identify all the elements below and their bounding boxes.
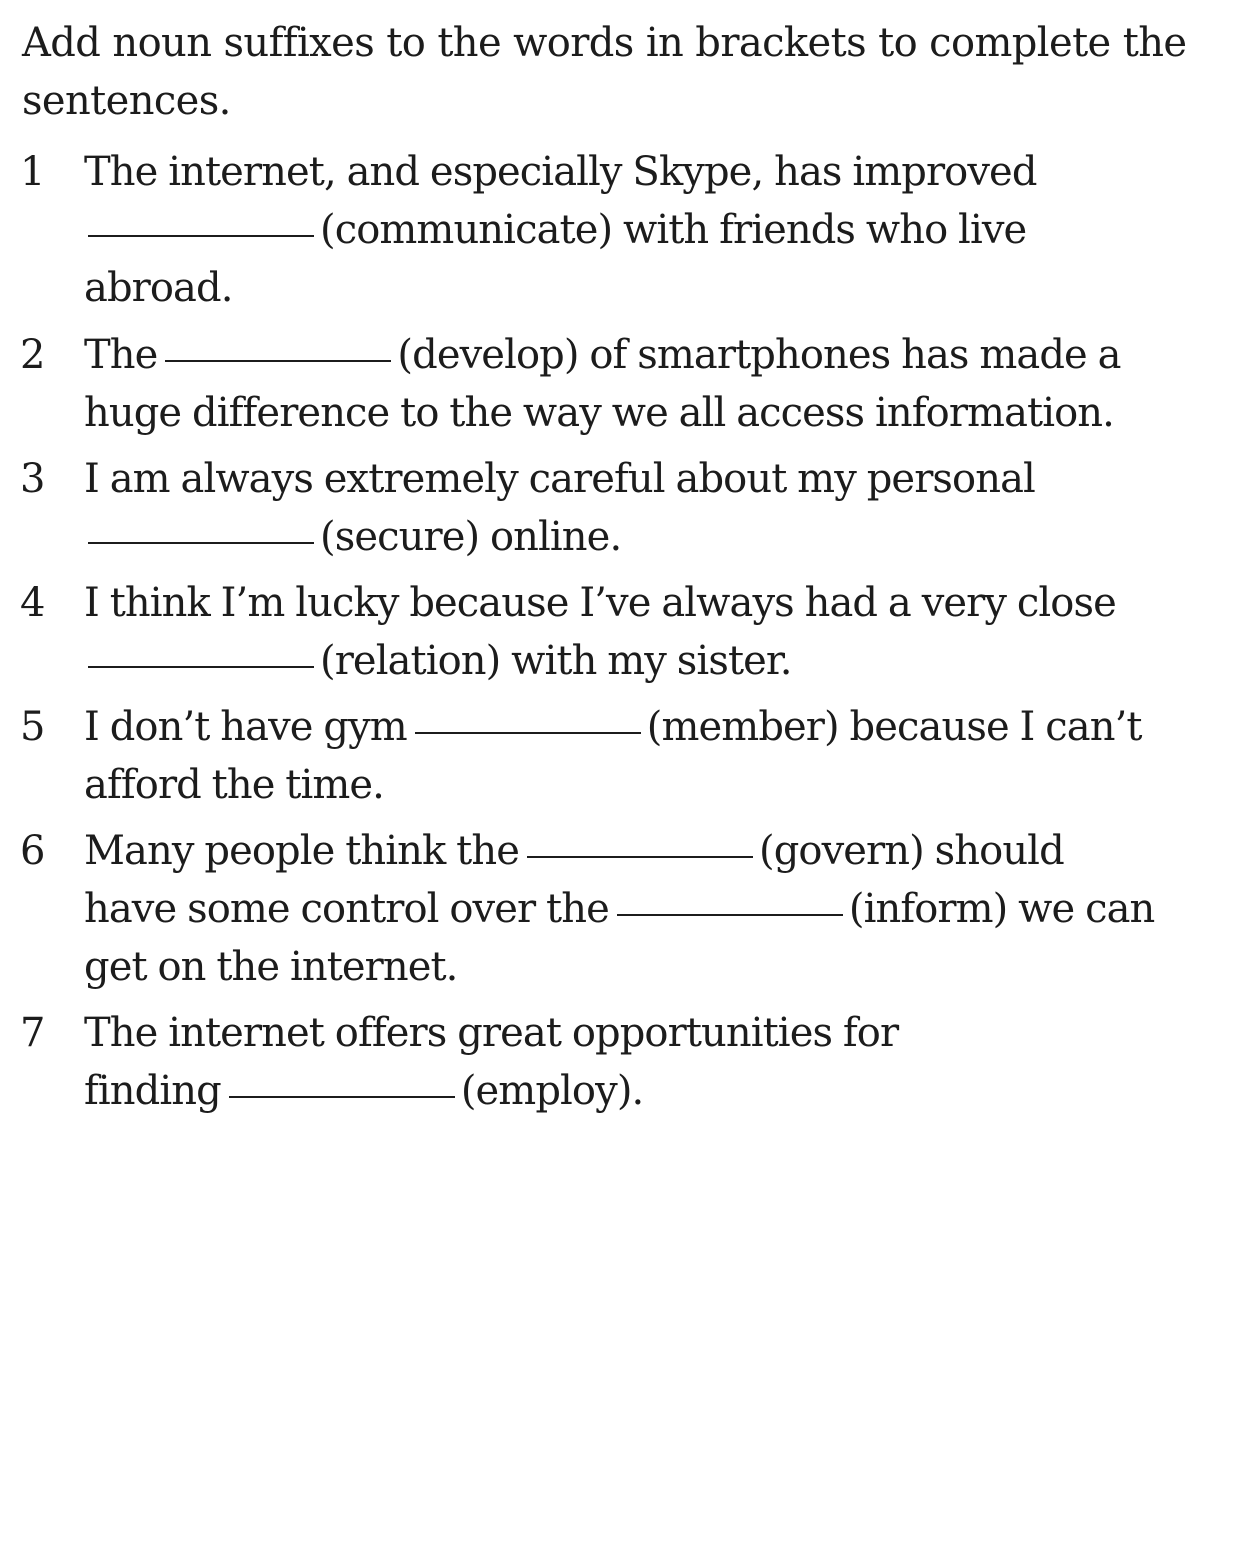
answer-blank[interactable] <box>617 914 843 916</box>
item-text-fragment: (secure) online. <box>320 514 622 560</box>
item-text <box>84 574 1214 690</box>
item-text-fragment: (relation) with my sister. <box>320 638 792 684</box>
answer-blank[interactable] <box>165 360 391 362</box>
item-text <box>84 326 1214 442</box>
item-line: abroad. <box>84 265 233 311</box>
answer-blank[interactable] <box>88 666 314 668</box>
item-text-fragment: (member) because I can’t <box>646 704 1142 750</box>
item-text-fragment: (communicate) with friends who live <box>320 207 1027 253</box>
item-text-fragment: Many people think the <box>84 828 519 874</box>
item-text-fragment: The <box>84 332 158 378</box>
item-number: 7 <box>20 1010 46 1056</box>
item-line: afford the time. <box>84 762 384 808</box>
item-line: I think I’m lucky because I’ve always had a very close <box>84 580 1116 626</box>
item-line <box>84 326 1214 384</box>
item-number: 4 <box>20 580 46 626</box>
item-number: 1 <box>20 149 46 195</box>
item-line: The internet, and especially Skype, has improved <box>84 149 1037 195</box>
item-text-fragment: (employ). <box>460 1068 644 1114</box>
item-number: 2 <box>20 332 46 378</box>
item-text <box>84 143 1214 317</box>
item-text <box>84 822 1214 996</box>
instructions <box>22 14 1222 130</box>
item-text-fragment: (develop) of smartphones has made a <box>397 332 1121 378</box>
item-text <box>84 1004 1214 1120</box>
instructions-line: Add noun suffixes to the words in brackets to complete the <box>22 20 1187 66</box>
item-text-fragment: have some control over the <box>84 886 609 932</box>
item-number: 5 <box>20 704 46 750</box>
item-line <box>84 201 1214 259</box>
answer-blank[interactable] <box>415 732 641 734</box>
item-line <box>84 698 1214 756</box>
item-number: 3 <box>20 456 46 502</box>
item-text-fragment: (inform) we can <box>848 886 1155 932</box>
item-line <box>84 822 1214 880</box>
item-line: huge difference to the way we all access information. <box>84 390 1114 436</box>
item-line: The internet offers great opportunities for <box>84 1010 899 1056</box>
answer-blank[interactable] <box>88 235 314 237</box>
item-line: I am always extremely careful about my personal <box>84 456 1035 502</box>
item-line <box>84 632 1214 690</box>
item-line <box>84 508 1214 566</box>
item-number: 6 <box>20 828 46 874</box>
answer-blank[interactable] <box>88 542 314 544</box>
item-text <box>84 450 1214 566</box>
answer-blank[interactable] <box>229 1096 455 1098</box>
item-line <box>84 880 1214 938</box>
instructions-line: sentences. <box>22 78 231 124</box>
item-text-fragment: I don’t have gym <box>84 704 407 750</box>
item-text-fragment: finding <box>84 1068 221 1114</box>
item-line: get on the internet. <box>84 944 458 990</box>
item-text <box>84 698 1214 814</box>
item-text-fragment: (govern) should <box>758 828 1064 874</box>
item-line <box>84 1062 1214 1120</box>
answer-blank[interactable] <box>527 856 753 858</box>
